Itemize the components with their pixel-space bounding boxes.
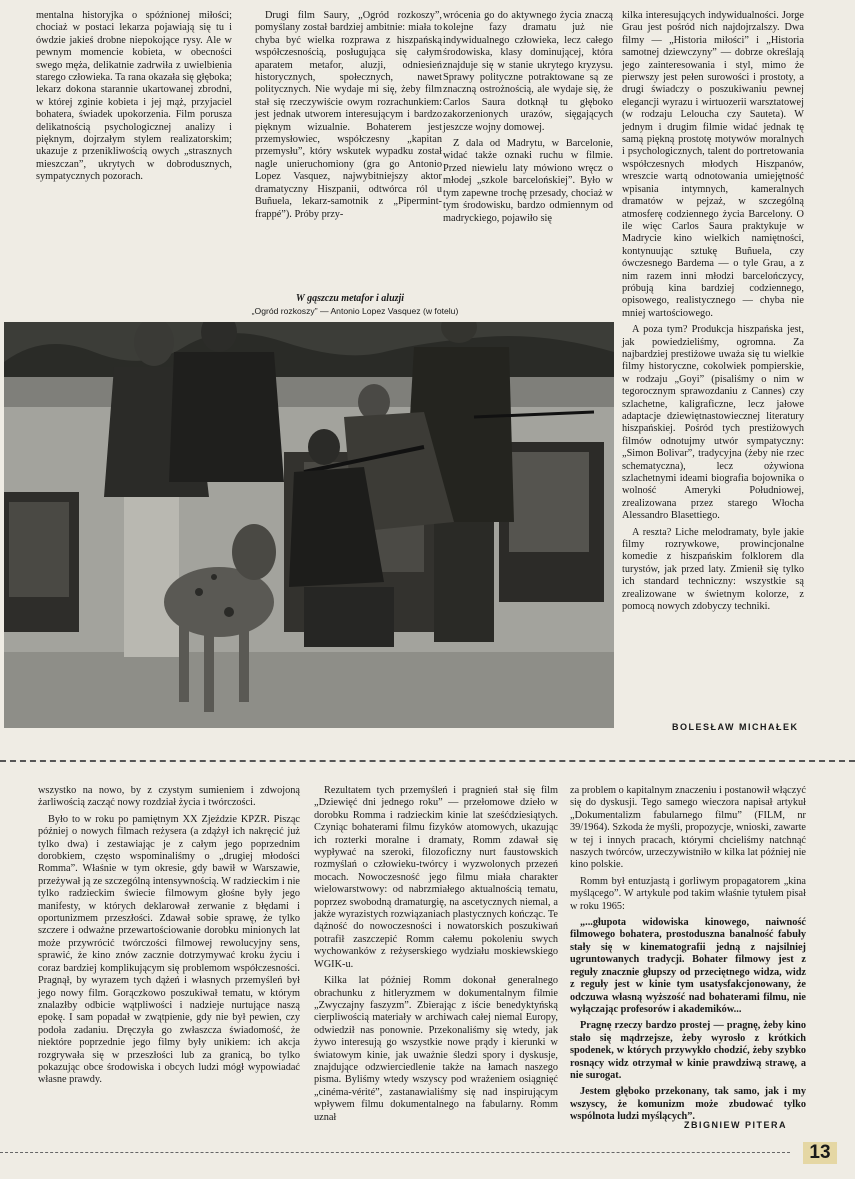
footer-divider	[0, 1152, 790, 1153]
top-column-1	[36, 10, 232, 188]
author-signature-bottom: ZBIGNIEW PITERA	[684, 1120, 787, 1130]
paragraph: Romm był entuzjastą i gorliwym propagatorem „kina myślącego”. W artykule pod takim właśnie tytułem pisał w roku 1965:	[570, 875, 806, 912]
quote-paragraph: Jestem głęboko przekonany, tak samo, jak i my wszyscy, że komunizm może zbudować tylko wspólnota ludzi myślących”.	[570, 1086, 806, 1123]
paragraph: A poza tym? Produkcja hiszpańska jest, jak powiedzieliśmy, ogromna. Za najbardziej prestiżowe uważa się tu wielkie filmy historyczne, cokolwiek pompierskie, w rodzaju „Goyi” (pisaliśmy o nim w tegorocznym sprawozdaniu z Cannes) czy szlachetne, kaligraficzne, lecz jałowe adaptacje dziewiętnastowiecznej literatury hiszpańskiej. Pośród tych prestiżowych filmów odnotujmy utwór sympatyczny: „Simon Bolivar”, tradycyjna (żeby nie rzec schematyczna), lecz ożywiona szlachetnymi ideami biografia bojownika o wolność Ameryki Południowej, zrealizowana przez starego Włocha Alessandro Blasettiego.	[622, 324, 804, 522]
paragraph: kilka interesujących indywidualności. Jorge Grau jest pośród nich najdojrzalszy. Dwa filmy — „Historia miłości” i „Historia samotnej dziewczyny” — dobrze określają jego zainteresowania i styl, mimo że pierwszy jest pełen surowości i prostoty, a drugi świadczy o poszukiwaniu pewnej elegancji wyrazu i wirtuozerii warsztatowej (w rodzaju Leloucha czy Sauteta). W jednym i drugim filmie widać jednak tę samą piękną prostotę motywów moralnych i psychologicznych, talent do portretowania współczesnych młodych Hiszpanów, wreszcie wartą odnotowania umiejętność wpisania intymnych, kameralnych dramatów w pejzaż, w szczególną atmosferę codziennego życia Barcelony. O ile więc Carlos Saura praktykuje w Madrycie kino wielkich namiętności, kontynuując sztukę Buñuela, czy ówczesnego Bardema — o tyle Grau, a z nim razem inni młodzi barcelończycy, próbują kina bardziej codziennego, opisowego, realistycznego — chyba nie mniej wartościowego.	[622, 10, 804, 319]
top-column-3	[443, 10, 613, 229]
top-column-4	[622, 10, 804, 618]
photo-caption-subtitle: „Ogród rozkoszy” — Antonio Lopez Vasquez (w fotelu)	[251, 306, 459, 316]
paragraph: Drugi film Saury, „Ogród rozkoszy”, pomyślany został bardziej ambitnie: miała to chyba być wielka rozprawa z hiszpańską współczesnością, posługująca się całym aparatem metafor, aluzji, odniesień historycznych, społecznych, nawet politycznych. Nie wydaje mi się, żeby film stał się rzeczywiście owym rozrachunkiem: jest jednak utworem interesującym i bardzo pięknym wizualnie. Bohaterem jest przemysłowiec, współczesny „kapitan przemysłu”, który wskutek wypadku został nagle unieruchomiony (gra go Antonio Lopez Vasquez, najwybitniejszy aktor dramatyczny Hiszpanii, odtwórca ról u Buñuela, lekarz-samotnik z „Pipermint-frappé”). Próby przy-	[255, 10, 442, 220]
page-number: 13	[803, 1142, 837, 1164]
film-still-illustration	[4, 322, 614, 728]
paragraph: za problem o kapitalnym znaczeniu i postanowił włączyć się do dyskusji. Tego samego wieczora napisał artykuł „Dokumentalizm fabularnego filmu” (FILM, nr 39/1964). Szkoda że myśli, propozycje, wnioski, zawarte w tej i innych pracach, którymi chcieliśmy natchnąć naszych twórców, urzeczywistniło w kilka lat później nie kino polskie.	[570, 785, 806, 871]
paragraph: Było to w roku po pamiętnym XX Zjeździe KPZR. Pisząc później o nowych filmach reżysera (a zdążył ich nakręcić już tylko dwa) i zestawiając je z całym jego poprzednim dorobkiem, często wspominaliśmy o „drugiej młodości Romma”. Właśnie w tym okresie, gdy bawił w Warszawie, przeżywał ją ze szczególną intensywnością. W radzieckim i nie tylko radzieckim świecie filmowym głośne były jego manifesty, w których deklarował zerwanie z błędami i oportunizmem przeszłości. Zdawał sobie sprawę, że tylko szczere i odważne przewartościowanie dorobku minionych lat może przywrócić twórczości filmowej rewolucyjny sens, sprawić, że kino znów zacznie dotrzymywać kroku życiu i coraz bardziej komplikującym się problemom współczesności. Pragnął, by wyrazem tych dążeń i własnych przemyśleń był jego nowy film. Gorączkowo poszukiwał tematu, w którym znalazłby odbicie wątpliwości i nadzieje nurtujące naszą epokę. I sam popadał w zwątpienie, gdy nie był pewien, czy podoła zadaniu. Dręczyła go zwłaszcza świadomość, że niektóre poprzednie jego filmy były unikiem: ich akcja rozgrywała się w przeszłości lub za granicą, bo tylko pokazując obce środowiska i obcych ludzi mógł wypowiadać własne prawdy.	[38, 813, 300, 1086]
bottom-column-3	[570, 785, 806, 1128]
quote-paragraph: „...głupota widowiska kinowego, naiwność filmowego bohatera, prostoduszna banalność fabuły stały się w kinematografii jedną z najsilniej ugruntowanych tradycji. Bohater filmowy jest z reguły znacznie głupszy od przeciętnego widza, widz z reguły jest w kinie tym usatysfakcjonowany, że odczuwa własną wyższość nad bohaterami filmu, nie wyłączając profesorów i akademików...	[570, 917, 806, 1015]
film-still-photo	[4, 322, 614, 728]
author-signature-top: BOLESŁAW MICHAŁEK	[672, 722, 799, 732]
top-column-2	[255, 10, 442, 225]
footer-bar	[0, 1142, 855, 1164]
section-divider	[0, 760, 855, 762]
paragraph: Kilka lat później Romm dokonał generalnego obrachunku z hitleryzmem w dokumentalnym filmie „Zwyczajny faszyzm”. Zbierając z iście benedyktyńską cierpliwością materiały w archiwach całej niemal Europy, odwiedził nas ponownie. Przekonaliśmy się wtedy, jak żywo interesują go wszystkie nowe prądy i kierunki w światowym kinie, jak uważnie śledzi spory i dyskusje, znajdujące odzwierciedlenie także na łamach naszego pisma. Byliśmy wtedy wszyscy pod wrażeniem osiągnięć „cinéma-vérité”, zastanawialiśmy się nad inspirującym wpływem filmu dokumentalnego na fabularny. Romm uznał	[314, 975, 558, 1123]
bottom-column-2	[314, 785, 558, 1128]
paragraph: wszystko na nowo, by z czystym sumieniem i zdwojoną żarliwością zacząć nowy rozdział życia i twórczości.	[38, 785, 300, 809]
photo-caption-title: W gąszczu metafor i aluzji	[295, 293, 405, 304]
paragraph: A reszta? Liche melodramaty, byle jakie filmy rozrywkowe, prowincjonalne komedie z hiszpańskim folklorem dla turystów, jak przed laty. Zmienił się tylko ich standard techniczny: wszystkie są zrealizowane w świetnym kolorze, z pomocą nowych zdobyczy techniki.	[622, 526, 804, 613]
paragraph: Rezultatem tych przemyśleń i pragnień stał się film „Dziewięć dni jednego roku” — przełomowe dzieło w dorobku Romma i radzieckim kinie lat sześćdziesiątych. Czyniąc bohaterami filmu fizyków atomowych, ukazując ich rozterki moralne i dramaty, Romm zdawał się wypływać na szeroki, filozoficzny nurt faustowskich rozmyślań o człowieku-twórcy i wyzwolonych przezeń mocach. Nowoczesność jego filmu miała charakter wielowarstwowy: od nabrzmiałego aktualnością tematu, poprzez swobodną dramaturgię, na ascetycznych niemal, a jakże wyrazistych rozwiązaniach plastycznych kończąc. Te dążność do nowoczesności i nowatorskich poszukiwań potrafił zaszczepić Romm całemu pokoleniu swych wychowanków z reżyserskiego wydziału moskiewskiego WGIK-u.	[314, 785, 558, 970]
paragraph: mentalna historyjka o spóźnionej miłości; chociaż w postaci lekarza pojawiają się tu i ówdzie jakieś drobne niepokojące rysy. Ale w pewnym momencie kobieta, w obecności swego męża, delikatnie zadrwiła z uwielbienia starego człowieka. Ta rana okazała się głęboka; lekarz dokona starannie ukartowanej zbrodni, w której zginie kobieta i jej mąż, przyjaciel bohatera, świadek upokorzenia. Film porusza delikatnością psychologicznej analizy i pięknym, dojrzałym stylem realizatorskim; ukazuje z przenikliwością owych „strasznych mieszczan”, ukrytych w dobrodusznych, sympatycznych pozorach.	[36, 10, 232, 183]
paragraph: wrócenia go do aktywnego życia znaczą kolejne fazy dramatu już nie indywidualnego człowieka, lecz całego środowiska, klasy dominującej, która znajduje się w stanie ukrytego kryzysu. Sprawy polityczne potraktowane są ze znaczną ostrożnością, ale wydaje się, że Carlos Saura dotknął tu głęboko zakorzenionych urazów, sięgających jeszcze wojny domowej.	[443, 10, 613, 133]
paragraph: Z dala od Madrytu, w Barcelonie, widać także oznaki ruchu w filmie. Przed niewielu laty mówiono wręcz o młodej „szkole barcelońskiej”. Było w tym zapewne trochę przesady, chociaż w tym środowisku, bardzo odmiennym od madryckiego, pojawiło się	[443, 138, 613, 224]
quote-paragraph: Pragnę rzeczy bardzo prostej — pragnę, żeby kino stało się mądrzejsze, żeby wyrosło z krótkich spodenek, w których przywykło chodzić, żeby szybko rosnący widz otrzymał w kinie prawdziwą strawę, a nie surogat.	[570, 1020, 806, 1081]
bottom-column-1	[38, 785, 300, 1091]
